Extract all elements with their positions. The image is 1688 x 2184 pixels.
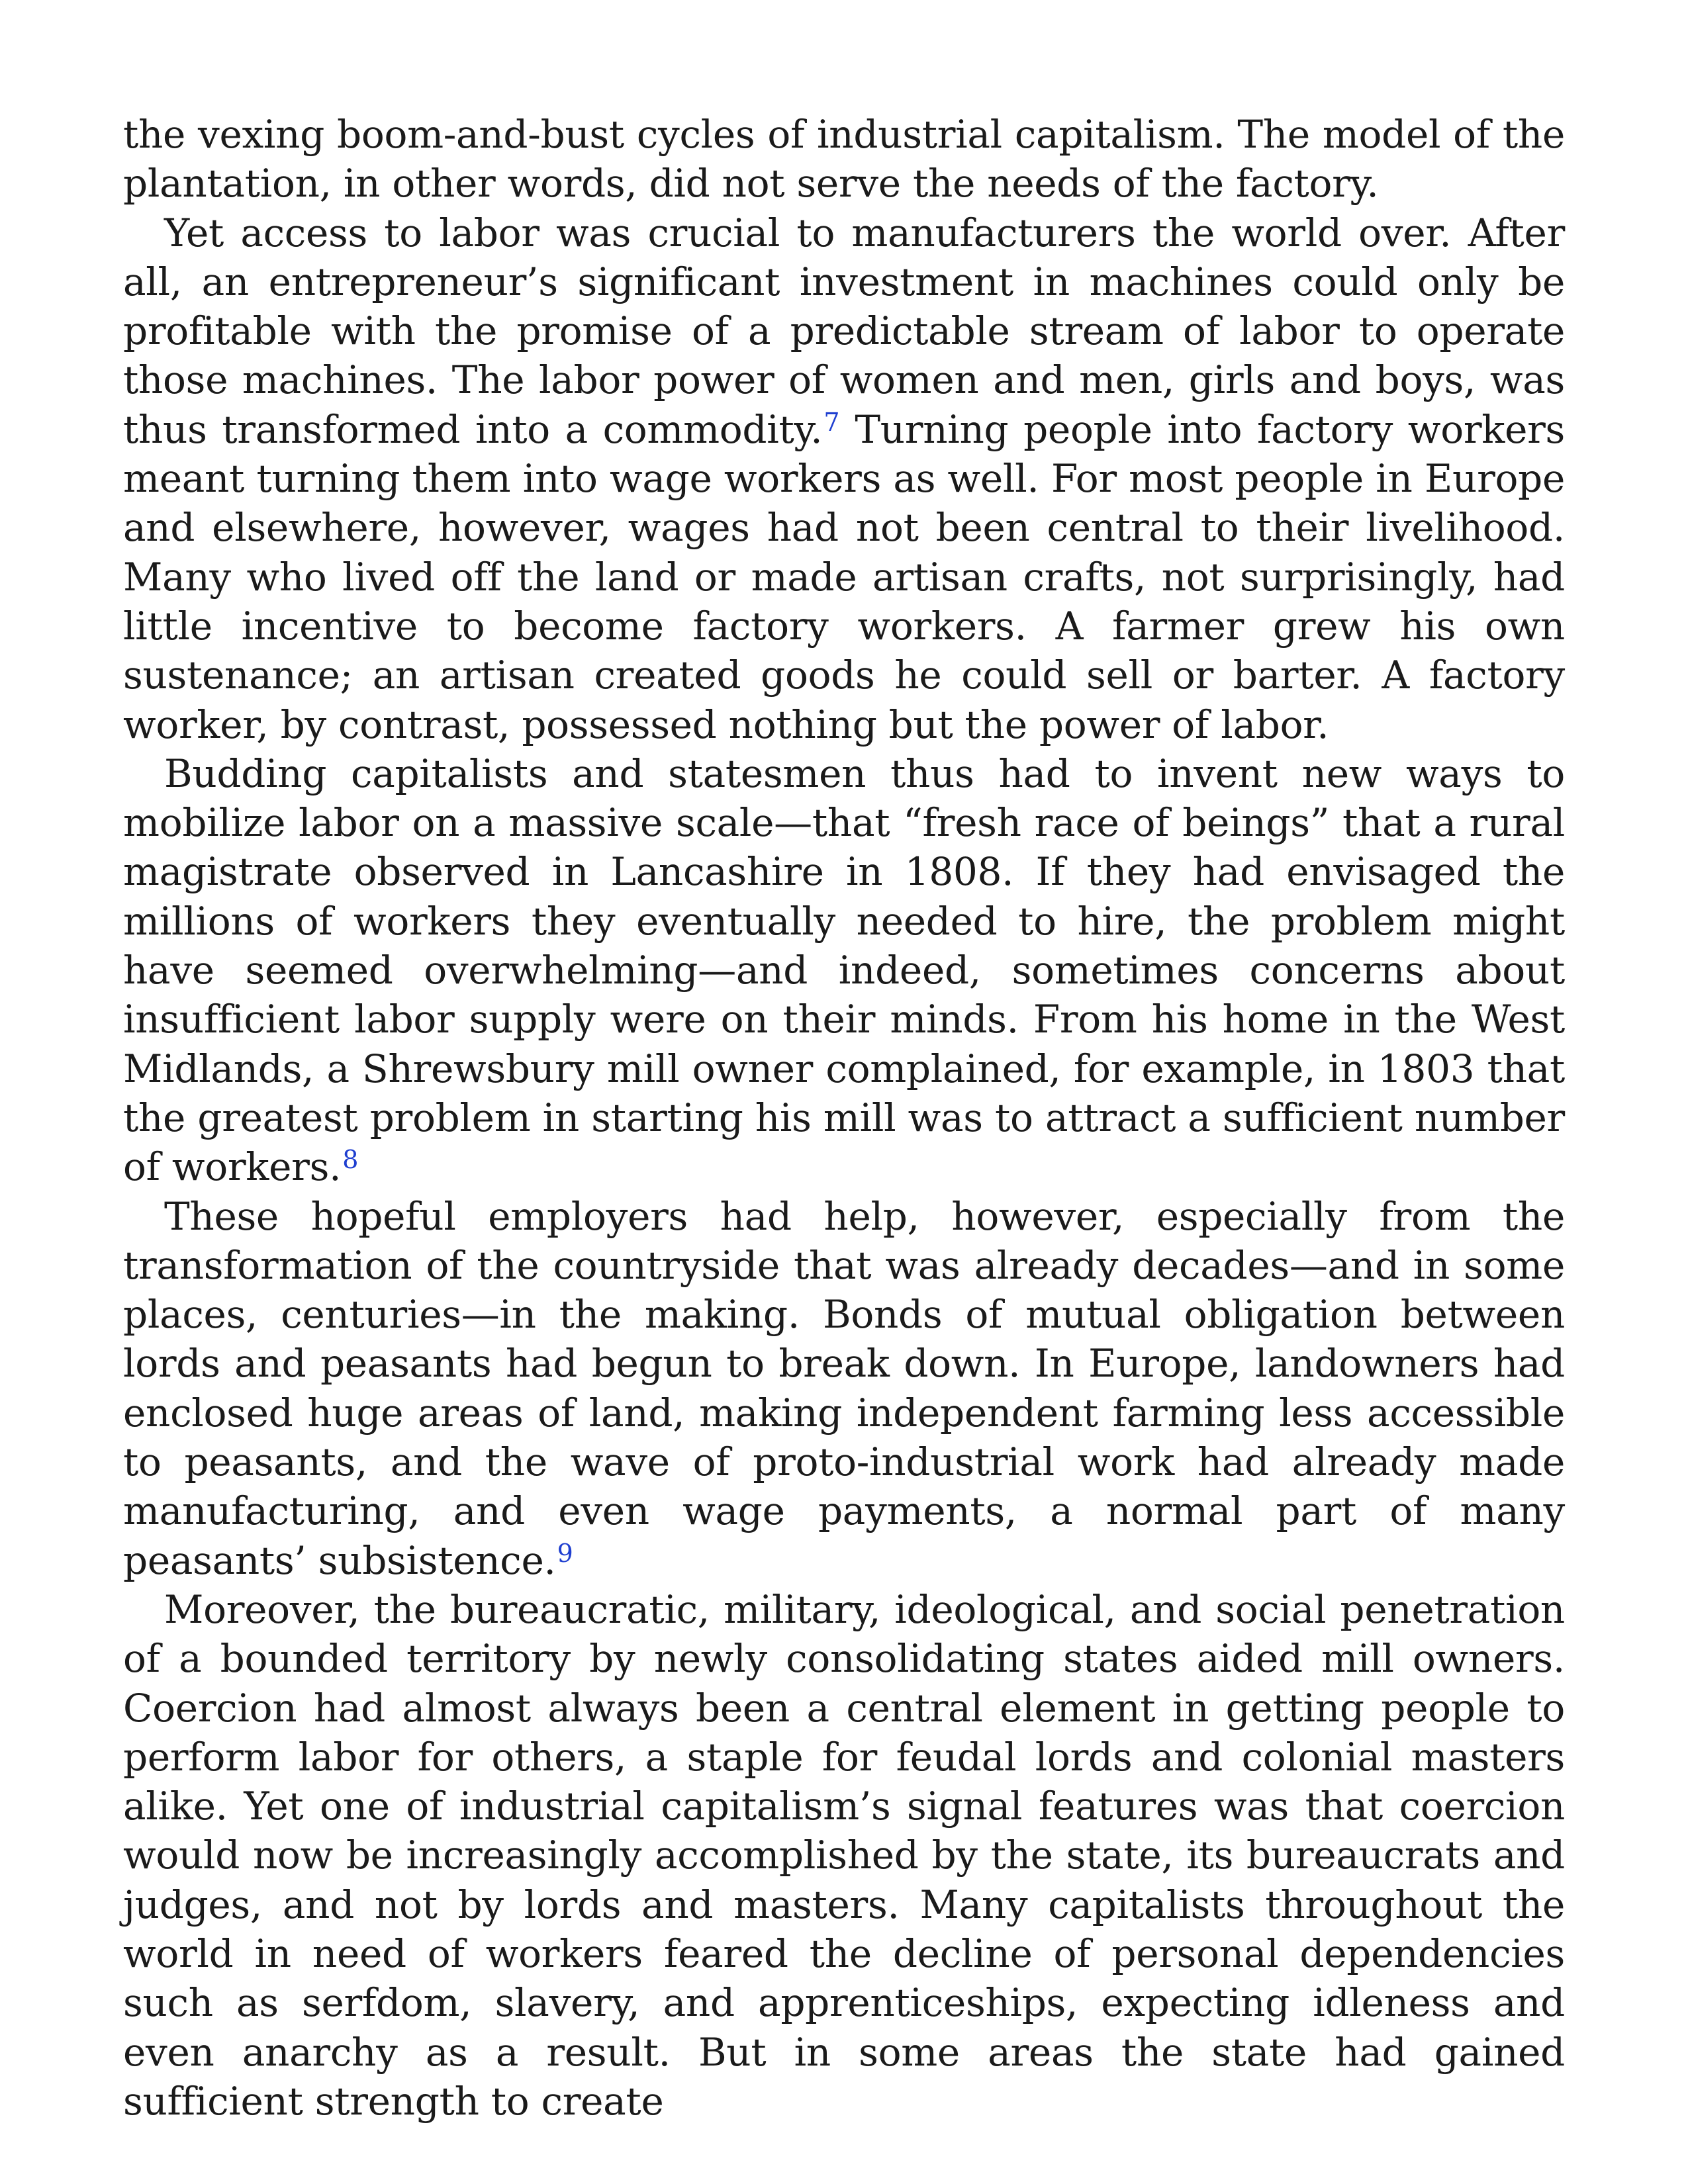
footnote-link-7[interactable]: 7	[823, 407, 840, 437]
footnote-link-8[interactable]: 8	[342, 1145, 359, 1175]
paragraph-text: Yet access to labor was crucial to manufacturers the world over. After all, an entrepreneur’s significant investment in machines could only be profitable with the promise of a predictable stream of labor to operate those machines. The labor power of women and men, girls and boys, was thus transformed into a commodity.	[123, 210, 1565, 452]
paragraph-text: Turning people into factory workers meant turning them into wage workers as well. For most people in Europe and elsewhere, however, wages had not been central to their livelihood. Many who lived off the land or made artisan crafts, not surprisingly, had little incentive to become factory workers. A farmer grew his own sustenance; an artisan created goods he could sell or barter. A factory worker, by contrast, possessed nothing but the power of labor.	[123, 406, 1566, 747]
paragraph-text: the vexing boom-and-bust cycles of industrial capitalism. The model of the plantation, in other words, did not serve the needs of the factory.	[123, 112, 1565, 206]
page-body	[123, 110, 1565, 2126]
paragraph-4	[123, 1192, 1565, 1585]
paragraph-3	[123, 749, 1565, 1192]
footnote-link-9[interactable]: 9	[557, 1538, 573, 1568]
paragraph-text: These hopeful employers had help, however, especially from the transformation of the countryside that was already decades—and in some places, centuries—in the making. Bonds of mutual obligation between lords and peasants had begun to break down. In Europe, landowners had enclosed huge areas of land, making independent farming less accessible to peasants, and the wave of proto-industrial work had already made manufacturing, and even wage payments, a normal part of many peasants’ subsistence.	[123, 1193, 1565, 1583]
paragraph-text: Moreover, the bureaucratic, military, ideological, and social penetration of a bounded territory by newly consolidating states aided mill owners. Coercion had almost always been a central element in getting people to perform labor for others, a staple for feudal lords and colonial masters alike. Yet one of industrial capitalism’s signal features was that coercion would now be increasingly accomplished by the state, its bureaucrats and judges, and not by lords and masters. Many capitalists throughout the world in need of workers feared the decline of personal dependencies such as serfdom, slavery, and apprenticeships, expecting idleness and even anarchy as a result. But in some areas the state had gained sufficient strength to create	[123, 1586, 1565, 2124]
paragraph-1	[123, 110, 1565, 208]
paragraph-text: Budding capitalists and statesmen thus had to invent new ways to mobilize labor on a massive scale—that “fresh race of beings” that a rural magistrate observed in Lancashire in 1808. If they had envisaged the millions of workers they eventually needed to hire, the problem might have seemed overwhelming—and indeed, sometimes concerns about insufficient labor supply were on their minds. From his home in the West Midlands, a Shrewsbury mill owner complained, for example, in 1803 that the greatest problem in starting his mill was to attract a sufficient number of workers.	[123, 751, 1565, 1190]
paragraph-5	[123, 1585, 1565, 2126]
paragraph-2	[123, 208, 1565, 749]
